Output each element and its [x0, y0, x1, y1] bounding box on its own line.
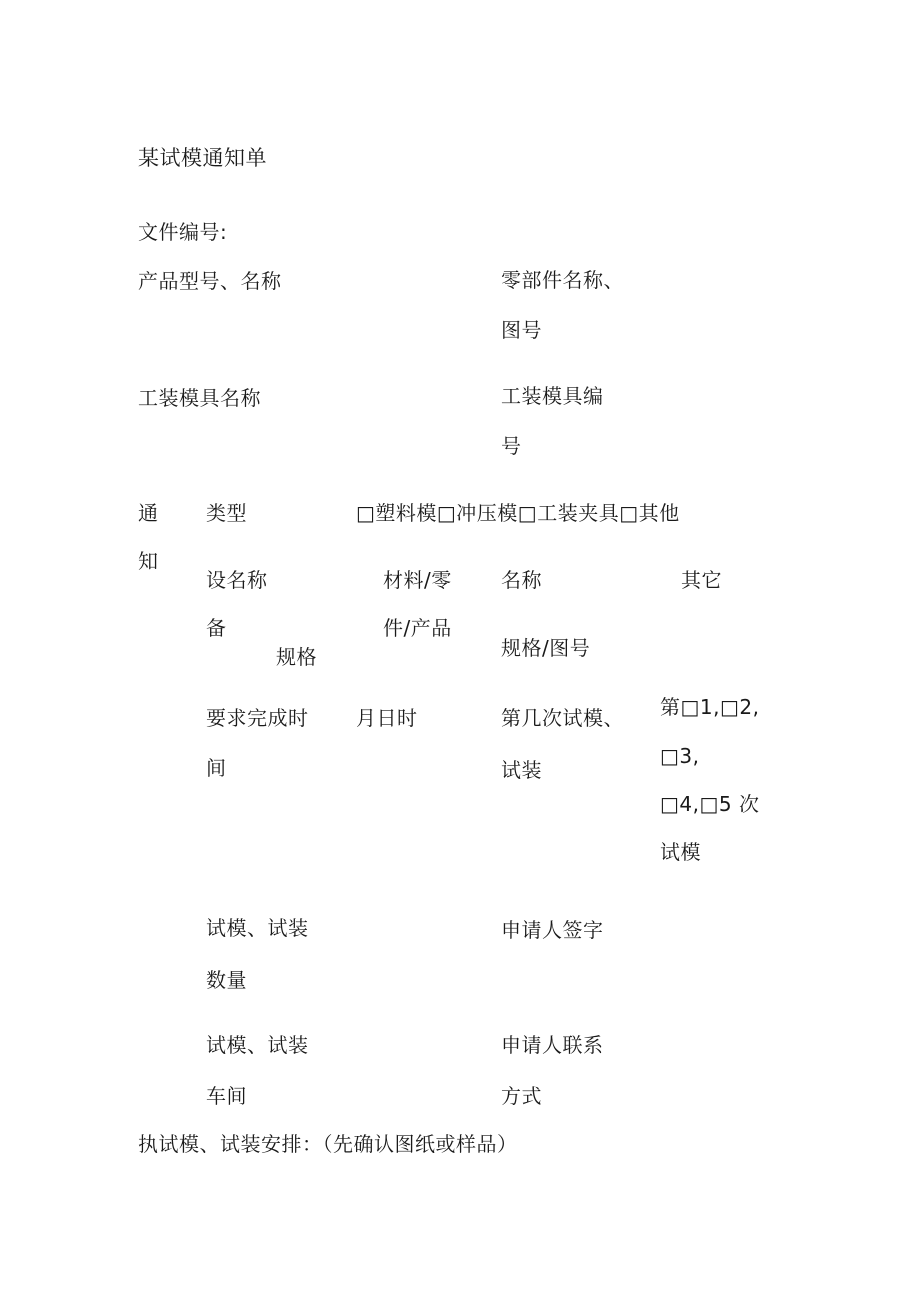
spec-drawing-label: 规格/图号	[501, 636, 591, 660]
tooling-number-label-line2: 号	[501, 434, 522, 458]
type-options: □塑料模□冲压模□工装夹具□其他	[356, 501, 680, 525]
document-title: 某试模通知单	[138, 146, 267, 170]
material-label-line1: 材料/零	[383, 568, 452, 592]
trial-count-options-line1: 第□1,□2,	[660, 695, 760, 719]
tooling-name-label: 工装模具名称	[138, 386, 261, 410]
arrangement-label: 执试模、试装安排：（先确认图纸或样品）	[138, 1132, 518, 1156]
due-time-label-line2: 间	[206, 756, 227, 780]
part-name-label-line1: 零部件名称、	[501, 268, 624, 292]
trial-count-options-line2: □3,	[660, 744, 700, 768]
applicant-signature-label: 申请人签字	[501, 918, 604, 942]
trial-quantity-label-line2: 数量	[206, 968, 247, 992]
other-label: 其它	[681, 568, 722, 592]
material-label-line2: 件/产品	[383, 616, 452, 640]
notice-side-label-1: 通	[138, 501, 159, 525]
product-model-label: 产品型号、名称	[138, 269, 282, 293]
file-number-label: 文件编号:	[138, 220, 228, 244]
applicant-contact-label-line2: 方式	[501, 1084, 542, 1108]
trial-quantity-label-line1: 试模、试装	[206, 916, 309, 940]
applicant-contact-label-line1: 申请人联系	[501, 1033, 604, 1057]
trial-workshop-label-line1: 试模、试装	[206, 1033, 309, 1057]
notice-side-label-2: 知	[138, 549, 159, 573]
trial-count-options-line3: □4,□5 次	[660, 792, 760, 816]
trial-count-options-line4: 试模	[660, 840, 701, 864]
equipment-spec-label: 规格	[276, 645, 317, 669]
trial-count-label-line1: 第几次试模、	[501, 706, 624, 730]
due-time-label-line1: 要求完成时	[206, 706, 309, 730]
trial-count-label-line2: 试装	[501, 758, 542, 782]
trial-workshop-label-line2: 车间	[206, 1084, 247, 1108]
tooling-number-label-line1: 工装模具编	[501, 384, 604, 408]
name-label: 名称	[501, 568, 542, 592]
equipment-label: 备	[206, 616, 227, 640]
part-name-label-line2: 图号	[501, 318, 542, 342]
equipment-name-label: 设名称	[206, 568, 268, 592]
due-time-value: 月日时	[356, 706, 418, 730]
type-label: 类型	[206, 501, 247, 525]
